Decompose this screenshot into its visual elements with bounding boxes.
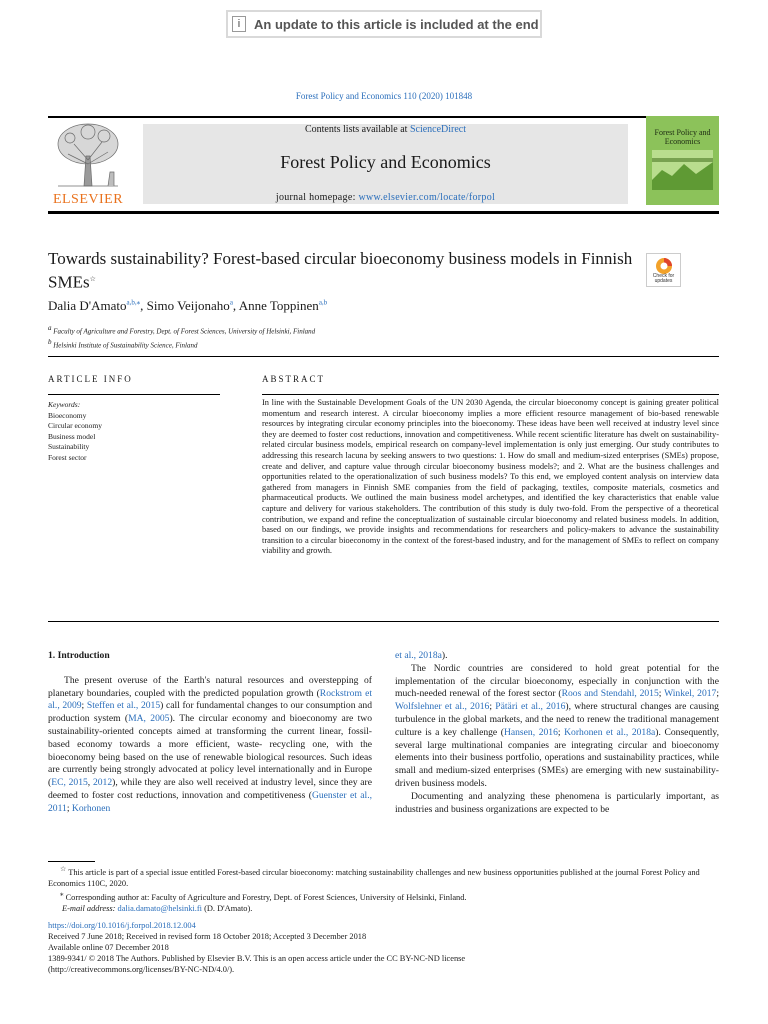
citation-link[interactable]: Korhonen et al., 2018a — [564, 726, 656, 738]
author[interactable]: Dalia D'Amato$^{a,b,⁎}$ — [48, 298, 141, 313]
divider — [48, 621, 719, 622]
article-meta — [48, 920, 719, 975]
sciencedirect-link[interactable]: ScienceDirect — [409, 124, 467, 135]
keyword: Circular economy — [48, 421, 102, 430]
abstract-text: In line with the Sustainable Development Goals of the UN 2030 Agenda, the circular bioeconomy concept is gaining greater political momentum and research interest. A circular bioeconomy implies a more efficient resource management of bio-based renewable resources by integrating circular economy principles into the bioeconomy. These ideas have been well received at industry level since they are deemed to foster cost reductions, innovation and competitiveness. While recent scientific literature has dwelt on sustainability-related circular business models, empirical research on company-level implementation is only just emerging. Our study contributes to addressing this research lacuna by seeking answers to two questions: 1. How do small and medium-sized enterprises (SMEs) propose, create and deliver, and capture value through circular bioeconomy business models?; and 2. What are the business challenges and opportunities related to the operationalization of such business models? To this end, we employed content analysis on interview data gathered from managers in Finnish SME companies from the field of packaging, textiles, composite materials, cosmetics and pharmaceutical products. We outlined the main business model archetypes, and identified the key characteristics that enable value capture and delivery for various stakeholders. The contribution of this study is duly two-fold. From the perspective of a theoretical contribution, we expand and refine the conceptualization of sustainable circular bioeconomy and related business models. In addition, based on our findings, we provide insights and recommendations for researchers and policy-makers to advance the sustainability transition to a circular bioeconomy in the context of the forest-based industry, and for the management of SMEs to reflect on company viability and growth. — [262, 398, 719, 556]
citation-link[interactable]: et al., 2018a — [395, 650, 442, 661]
doi-link[interactable]: https://doi.org/10.1016/j.forpol.2018.12.004 — [48, 921, 196, 930]
affiliation: $^a$ Faculty of Agriculture and Forestry, Dept. of Forest Sciences, University of Helsinki, Finland — [48, 324, 316, 336]
body-column-right — [395, 650, 719, 816]
homepage-prefix: journal homepage: — [275, 192, 359, 203]
affiliation: $^b$ Helsinki Institute of Sustainability Science, Finland — [48, 338, 198, 350]
paragraph-text: ; — [557, 726, 565, 738]
abstract-heading: ABSTRACT — [262, 374, 326, 384]
citation-link[interactable]: Hansen, 2016 — [503, 726, 558, 738]
title-footnote-mark[interactable]: ☆ — [89, 275, 96, 283]
citation-link[interactable]: EC, 2015 — [51, 777, 88, 789]
citation-link[interactable]: Roos and Stendahl, 2015 — [561, 688, 659, 700]
paragraph-text: ). — [441, 650, 448, 661]
publisher-wordmark: ELSEVIER — [52, 192, 124, 207]
article-title — [48, 248, 638, 293]
homepage-link[interactable]: www.elsevier.com/locate/forpol — [358, 192, 496, 203]
citation-link[interactable]: Steffen et al., 2015 — [86, 700, 161, 712]
elsevier-logo — [48, 120, 128, 208]
contents-prefix: Contents lists available at — [304, 124, 410, 135]
author[interactable]: Anne Toppinen$^{a,b}$ — [238, 298, 328, 313]
paragraph-text: ; — [658, 688, 665, 700]
email-link[interactable]: dalia.damato@helsinki.fi — [117, 903, 202, 913]
body-column-left — [48, 650, 372, 816]
section-heading: 1. Introduction — [48, 650, 110, 661]
citation-link[interactable]: Guenster et al., 2011 — [48, 789, 372, 814]
check-updates-label: Check for updates — [652, 273, 675, 284]
citation-link[interactable]: Pätäri et al., 2016 — [495, 701, 566, 713]
divider — [48, 394, 220, 395]
divider — [262, 394, 719, 395]
keyword: Business model — [48, 431, 96, 441]
footnotes — [48, 864, 719, 914]
paragraph-text: ), while they are also well received at industry level, since they are deemed to foster cost reductions, innovation and competitiveness ( — [48, 777, 373, 801]
journal-banner — [143, 124, 628, 204]
paragraph-text: ) call for fundamental changes to our consumption and production system ( — [48, 700, 372, 725]
header-top-rule — [48, 116, 719, 118]
license-line: 1389-9341/ © 2018 The Authors. Published by Elsevier B.V. This is an open access article under the CC BY-NC-ND license — [48, 954, 466, 963]
divider — [48, 356, 719, 357]
paragraph-text: ). The circular economy and bioeconomy are two sustainability-oriented concepts aimed at transforming the current linear, fossil-based economy towards a more efficient, waste- recycling one, with the bioeconomy being based on the use of renewable biological resources. Such ideas are currently being strongly advocated at policy level internationally and in Europe ( — [48, 713, 372, 789]
citation-link[interactable]: Korhonen — [71, 802, 111, 814]
keyword: Bioeconomy — [48, 410, 87, 420]
paragraph-text: ; — [716, 688, 720, 700]
keywords-label: Keywords: — [48, 400, 81, 409]
cover-art-icon — [652, 150, 713, 190]
footnote: ⁎ Corresponding author at: Faculty of Agriculture and Forestry, Dept. of Forest Sciences, University of Helsinki, Finland. — [60, 889, 467, 902]
paragraph-continuation — [395, 650, 719, 663]
update-banner[interactable] — [226, 10, 542, 38]
citation-link[interactable]: Winkel, 2017 — [664, 688, 717, 700]
citation-link[interactable]: MA, 2005 — [128, 713, 170, 725]
article-title-text: Towards sustainability? Forest-based circular bioeconomy business models in Finnish SMEs — [48, 249, 633, 292]
check-for-updates-button[interactable] — [646, 253, 681, 287]
citation-link[interactable]: Rockstrom et al., 2009 — [48, 687, 372, 712]
keyword: Sustainability — [48, 442, 90, 451]
keyword: Forest sector — [48, 452, 87, 462]
elsevier-tree-icon — [48, 120, 128, 190]
info-icon: i — [232, 16, 246, 32]
received-dates: Received 7 June 2018; Received in revised form 18 October 2018; Accepted 3 December 2018 — [48, 932, 367, 941]
affiliations — [48, 323, 315, 352]
journal-title: Forest Policy and Economics — [280, 152, 491, 172]
license-url[interactable]: (http://creativecommons.org/licenses/BY-NC-ND/4.0/). — [48, 965, 235, 974]
available-online: Available online 07 December 2018 — [48, 943, 169, 952]
journal-cover-thumbnail[interactable] — [646, 116, 719, 205]
footnote: ☆ This article is part of a special issue entitled Forest-based circular bioeconomy: matching sustainability challenges and new business opportunities published at the journal Forest Policy and Economics 110C, 2020. — [48, 865, 700, 888]
paragraph: Documenting and analyzing these phenomena is particularly important, as industries and business organizations are expected to be — [395, 790, 719, 815]
footnote-rule — [48, 861, 95, 862]
paragraph-text: ), where structural changes are causing turbulence in the global markets, and the need to renew the traditional management culture is a key challenge ( — [395, 701, 719, 738]
header-bottom-rule — [48, 211, 719, 214]
homepage-line — [143, 192, 628, 203]
paragraph-text: ). Consequently, several large multinational companies are integrating circular and bioeconomy elements into their business portfolio, operations and sustainability practices, while small and medium-sized enterprises (SMEs) are emerging with new sustainability-driven business models. — [395, 726, 719, 789]
paragraph-text: ; — [66, 802, 72, 814]
contents-line — [143, 124, 628, 135]
journal-citation[interactable]: Forest Policy and Economics 110 (2020) 101848 — [295, 91, 473, 101]
email-footnote: E-mail address: dalia.damato@helsinki.fi (D. D'Amato). — [62, 903, 253, 913]
update-banner-text: An update to this article is included at the end — [254, 16, 539, 32]
paragraph — [395, 663, 719, 791]
paragraph — [48, 675, 372, 816]
author[interactable]: Simo Veijonaho$^a$ — [146, 298, 233, 313]
paragraph-text: , — [87, 777, 93, 789]
article-info-heading: ARTICLE INFO — [48, 374, 133, 384]
keywords-list — [48, 400, 102, 463]
paragraph-text: ; — [489, 701, 496, 713]
cover-title: Forest Policy and Economics — [654, 128, 711, 146]
paragraph-text: ; — [81, 700, 87, 712]
paragraph-text: The present overuse of the Earth's natural resources and overstepping of planetary boundaries, coupled with the predicted population growth ( — [48, 674, 372, 699]
author-list: Dalia D'Amato$^{a,b,⁎}$, Simo Veijonaho$^a$, Anne Toppinen$^{a,b}$ — [48, 298, 328, 313]
citation-link[interactable]: Wolfslehner et al., 2016 — [395, 701, 490, 713]
citation-link[interactable]: 2012 — [92, 777, 113, 789]
paragraph-text: The Nordic countries are considered to hold great potential for the implementation of the circular bioeconomy, especially in conjunction with the much-needed renewal of the forest sector ( — [395, 662, 719, 700]
